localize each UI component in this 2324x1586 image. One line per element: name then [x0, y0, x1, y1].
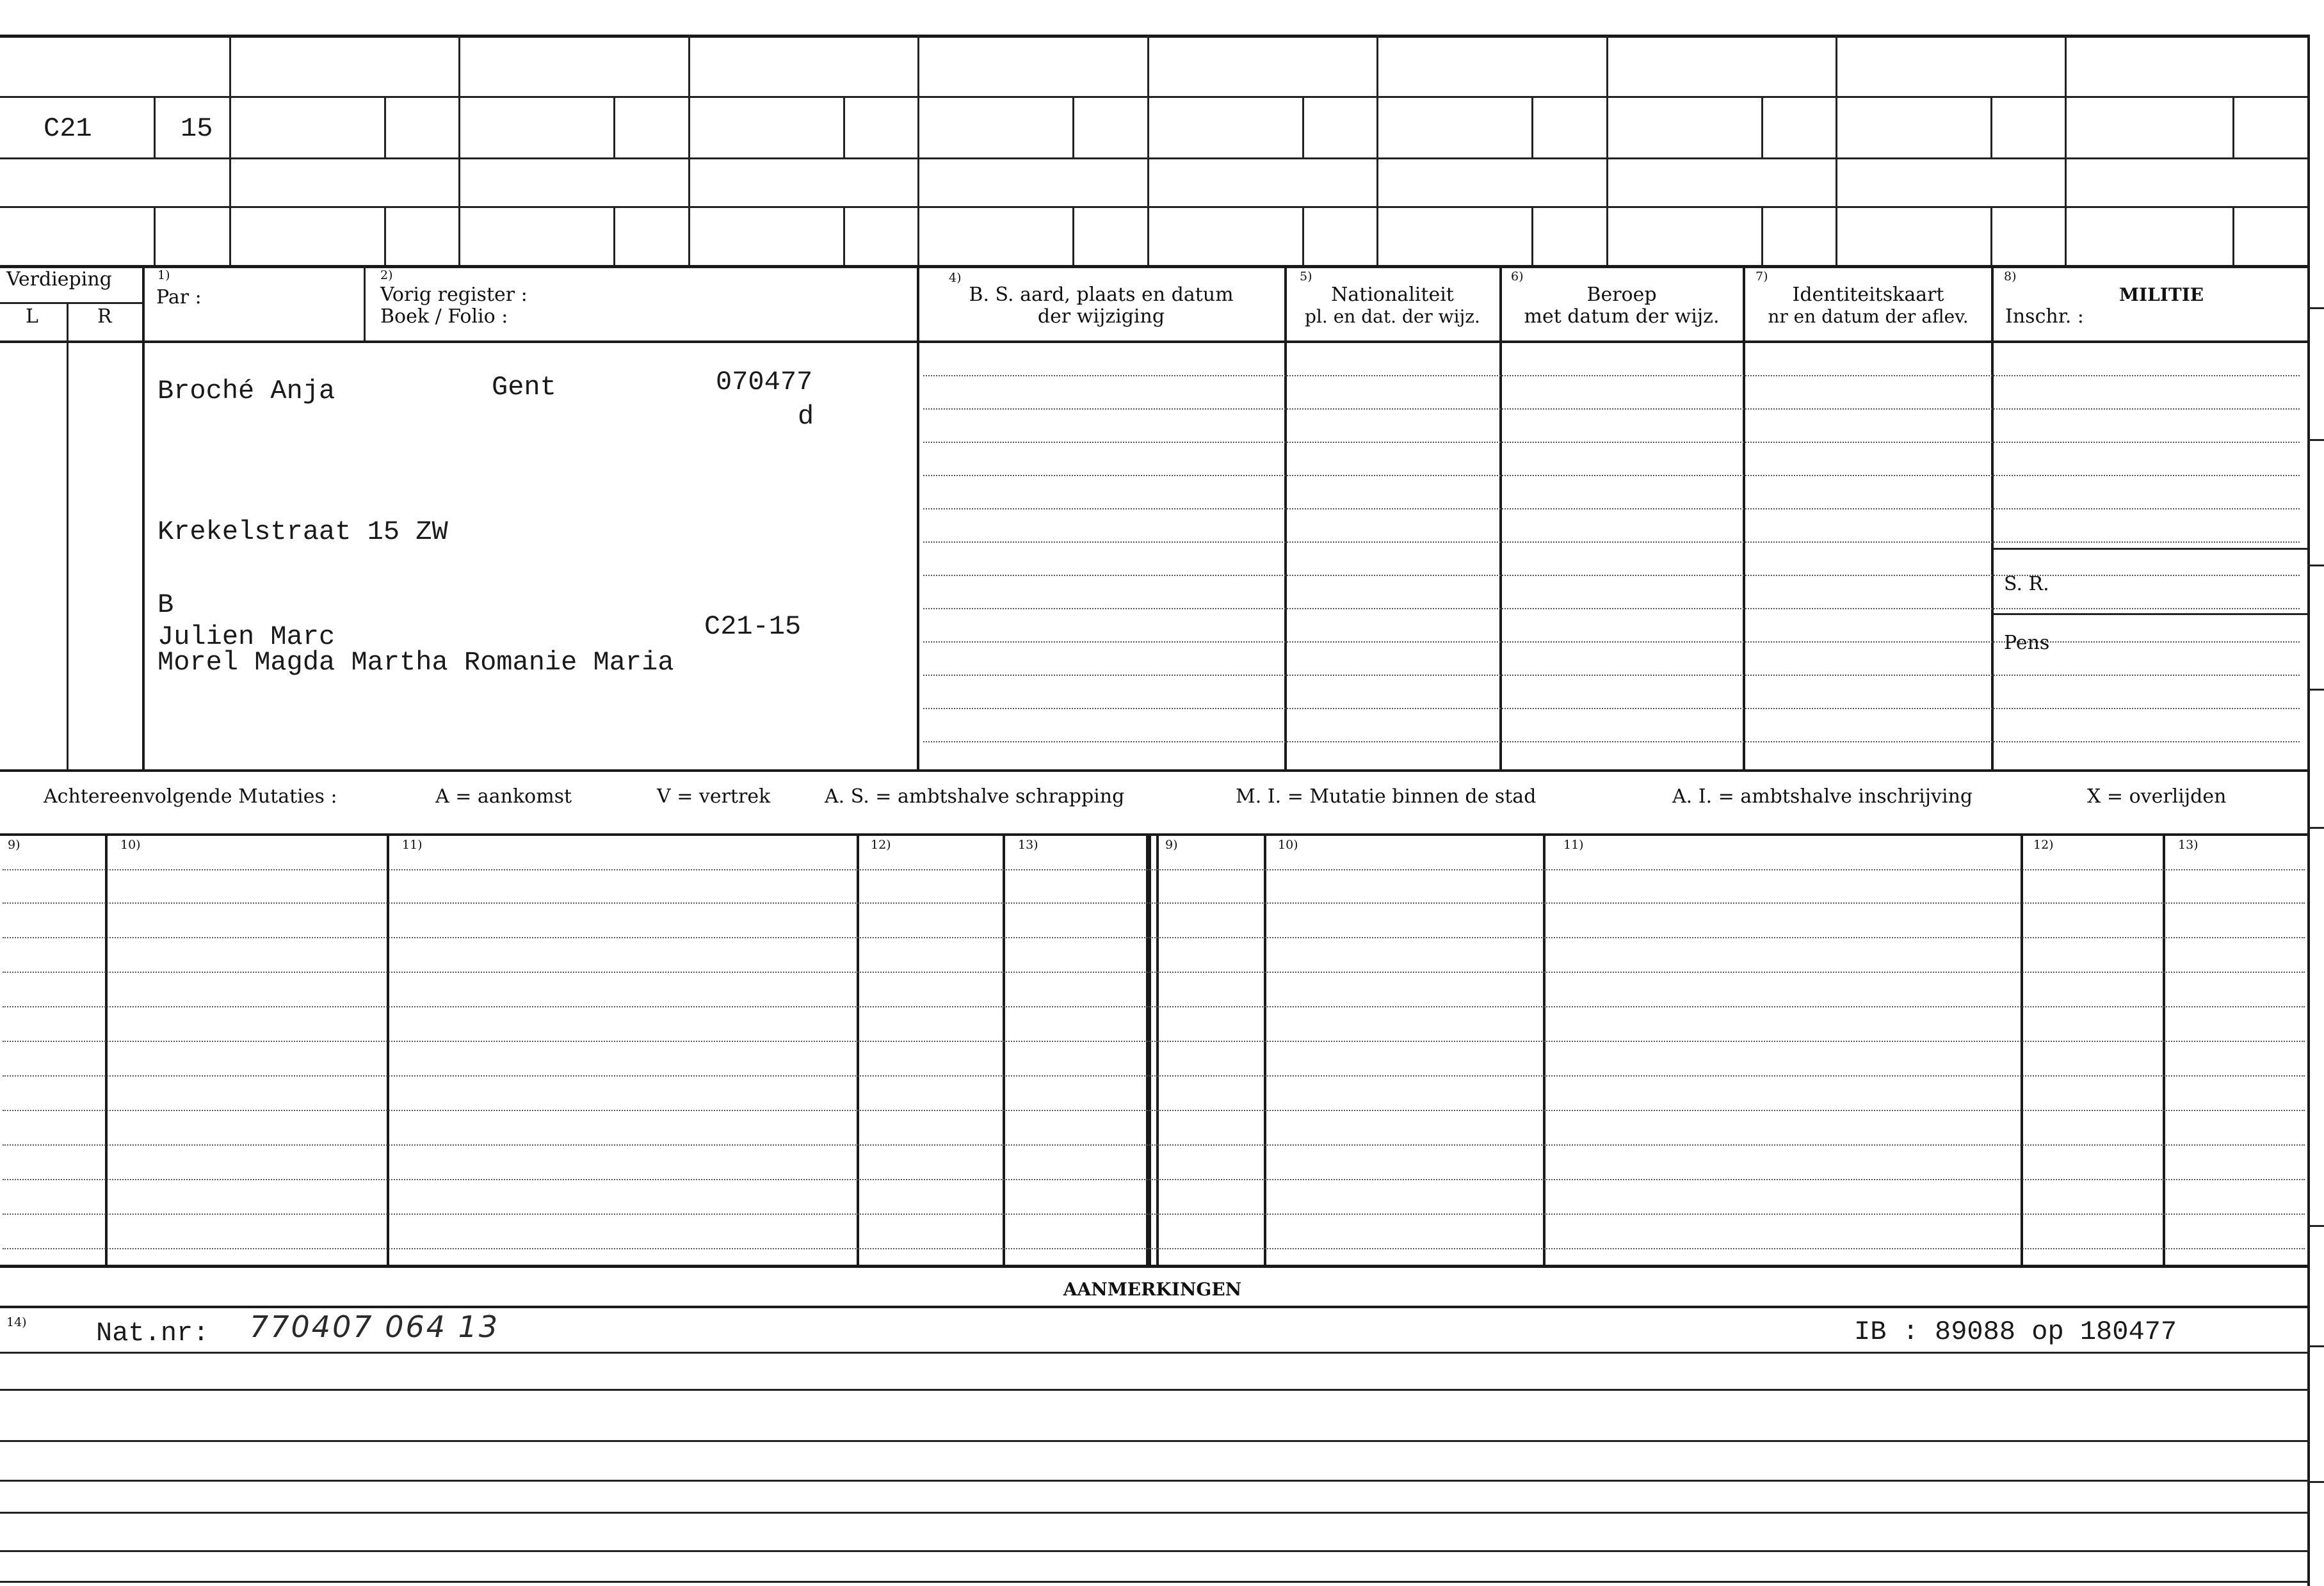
floor-label: Verdieping [6, 268, 112, 291]
col2-label-folio: Boek / Folio : [380, 305, 508, 328]
code-b: B [157, 589, 174, 620]
col4-label-line1: B. S. aard, plaats en datum [969, 284, 1234, 306]
remarks-number: 14) [6, 1315, 27, 1329]
nat-nr-value: 770407 064 13 [250, 1310, 500, 1344]
col5-label-line2: pl. en dat. der wijz. [1305, 306, 1480, 327]
mut-col-10-left: 10) [120, 838, 141, 852]
floor-right-label: R [97, 305, 112, 328]
mut-col-11-right: 11) [1563, 838, 1584, 852]
record-reference: C21-15 [704, 611, 802, 642]
legend-schrapping: A. S. = ambtshalve schrapping [825, 785, 1125, 808]
col2-number: 2) [380, 268, 393, 282]
mut-col-12-right: 12) [2033, 838, 2054, 852]
record-date-note: d [798, 401, 814, 432]
ib-reference: IB : 89088 op 180477 [1854, 1317, 2177, 1347]
legend-aankomst: A = aankomst [435, 785, 572, 808]
col6-number: 6) [1511, 269, 1524, 284]
col7-number: 7) [1755, 269, 1768, 284]
legend-vertrek: V = vertrek [657, 785, 771, 808]
floor-left-label: L [26, 305, 38, 328]
col5-number: 5) [1300, 269, 1312, 284]
first-names: Julien Marc [157, 621, 335, 652]
section-code: C21 [44, 113, 92, 144]
record-date: 070477 [716, 367, 813, 397]
col5-label-line1: Nationaliteit [1331, 284, 1454, 306]
militie-pens-label: Pens [2004, 632, 2050, 654]
legend-overlijden: X = overlijden [2087, 785, 2227, 808]
col4-label-line2: der wijziging [1037, 305, 1165, 328]
legend-inschrijving: A. I. = ambtshalve inschrijving [1672, 785, 1973, 808]
mut-col-13-left: 13) [1018, 838, 1038, 852]
legend-mutatie: M. I. = Mutatie binnen de stad [1236, 785, 1537, 808]
mutations-title: Achtereenvolgende Mutaties : [44, 785, 337, 808]
col7-label-line1: Identiteitskaart [1792, 284, 1944, 306]
militie-title: MILITIE [2119, 284, 2204, 305]
nat-nr-label: Nat.nr: [96, 1318, 209, 1349]
col8-number: 8) [2004, 269, 2017, 284]
section-number: 15 [181, 113, 213, 144]
mut-col-10-right: 10) [1278, 838, 1298, 852]
street-address: Krekelstraat 15 ZW [157, 517, 448, 547]
person-name: Broché Anja [157, 376, 335, 406]
mut-col-12-left: 12) [871, 838, 891, 852]
col6-label-line2: met datum der wijz. [1524, 305, 1720, 328]
militie-inschr-label: Inschr. : [2005, 305, 2084, 328]
col1-number: 1) [157, 268, 170, 282]
birth-city: Gent [492, 372, 556, 403]
mut-col-13-right: 13) [2178, 838, 2199, 852]
col7-label-line2: nr en datum der aflev. [1768, 306, 1969, 327]
militie-sr-label: S. R. [2004, 573, 2049, 595]
col6-label-line1: Beroep [1586, 284, 1657, 306]
col2-label-register: Vorig register : [380, 284, 528, 306]
mut-col-9-left: 9) [8, 838, 20, 852]
mut-col-9-right: 9) [1165, 838, 1178, 852]
parents-names: Morel Magda Martha Romanie Maria [157, 647, 674, 678]
col1-label: Par : [156, 286, 202, 308]
remarks-title: AANMERKINGEN [1063, 1279, 1242, 1300]
mut-col-11-left: 11) [402, 838, 423, 852]
col4-number: 4) [949, 271, 962, 285]
